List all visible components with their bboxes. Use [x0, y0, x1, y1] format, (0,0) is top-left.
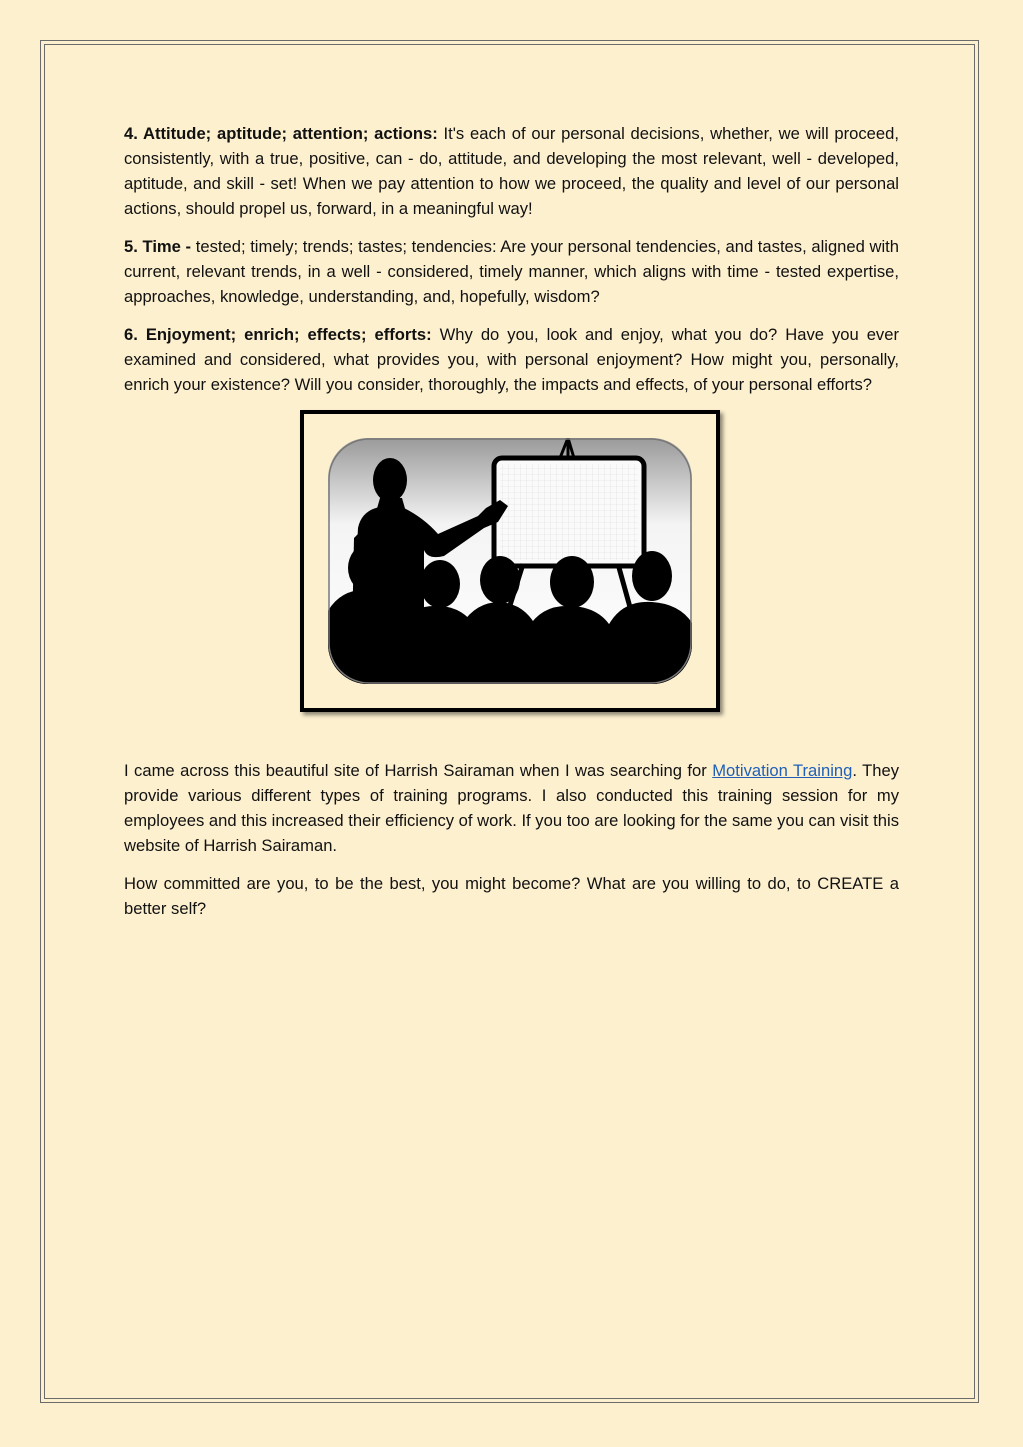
- motivation-training-link[interactable]: Motivation Training: [712, 761, 853, 780]
- paragraph-closing: [124, 871, 899, 921]
- paragraph-text: How committed are you, to be the best, you might become? What are you willing to do, to CREATE a better self?: [124, 874, 899, 918]
- paragraph-text: . They provide various different types of training programs. I also conducted this training session for my employees and this increased their efficiency of work. If you too are looking for the same you can visit this website of Harrish Sairaman.: [124, 761, 899, 855]
- paragraph-heading: 6. Enjoyment; enrich; effects; efforts:: [124, 325, 432, 344]
- paragraph-heading: 5. Time -: [124, 237, 192, 256]
- paragraph-motivation-training: [124, 758, 899, 858]
- paragraph-text: tested; timely; trends; tastes; tendencies: Are your personal tendencies, and tastes, aligned with current, relevant trends, in a well - considered, timely manner, which aligns with time - tested expertise, approaches, knowledge, understanding, and, hopefully, wisdom?: [124, 237, 900, 306]
- paragraph-enjoyment: [124, 322, 899, 397]
- presentation-silhouette-icon: [328, 438, 692, 684]
- paragraph-text: It's each of our personal decisions, whether, we will proceed, consistently, with a true, positive, can - do, attitude, and developing the most relevant, well - developed, aptitude, and skill - set! When we pay attention to how we proceed, the quality and level of our personal actions, should propel us, forward, in a meaningful way!: [124, 124, 899, 218]
- paragraph-heading: 4. Attitude; aptitude; attention; actions:: [124, 124, 438, 143]
- paragraph-time: [124, 234, 899, 309]
- paragraph-text: Why do you, look and enjoy, what you do? Have you ever examined and considered, what provides you, with personal enjoyment? How might you, personally, enrich your existence? Will you consider, thoroughly, the impacts and effects, of your personal efforts?: [124, 325, 899, 394]
- document-body: [124, 121, 899, 934]
- paragraph-attitude: [124, 121, 899, 221]
- image-frame: [300, 410, 720, 712]
- paragraph-text: I came across this beautiful site of Harrish Sairaman when I was searching for: [124, 761, 713, 780]
- figure: [124, 410, 899, 740]
